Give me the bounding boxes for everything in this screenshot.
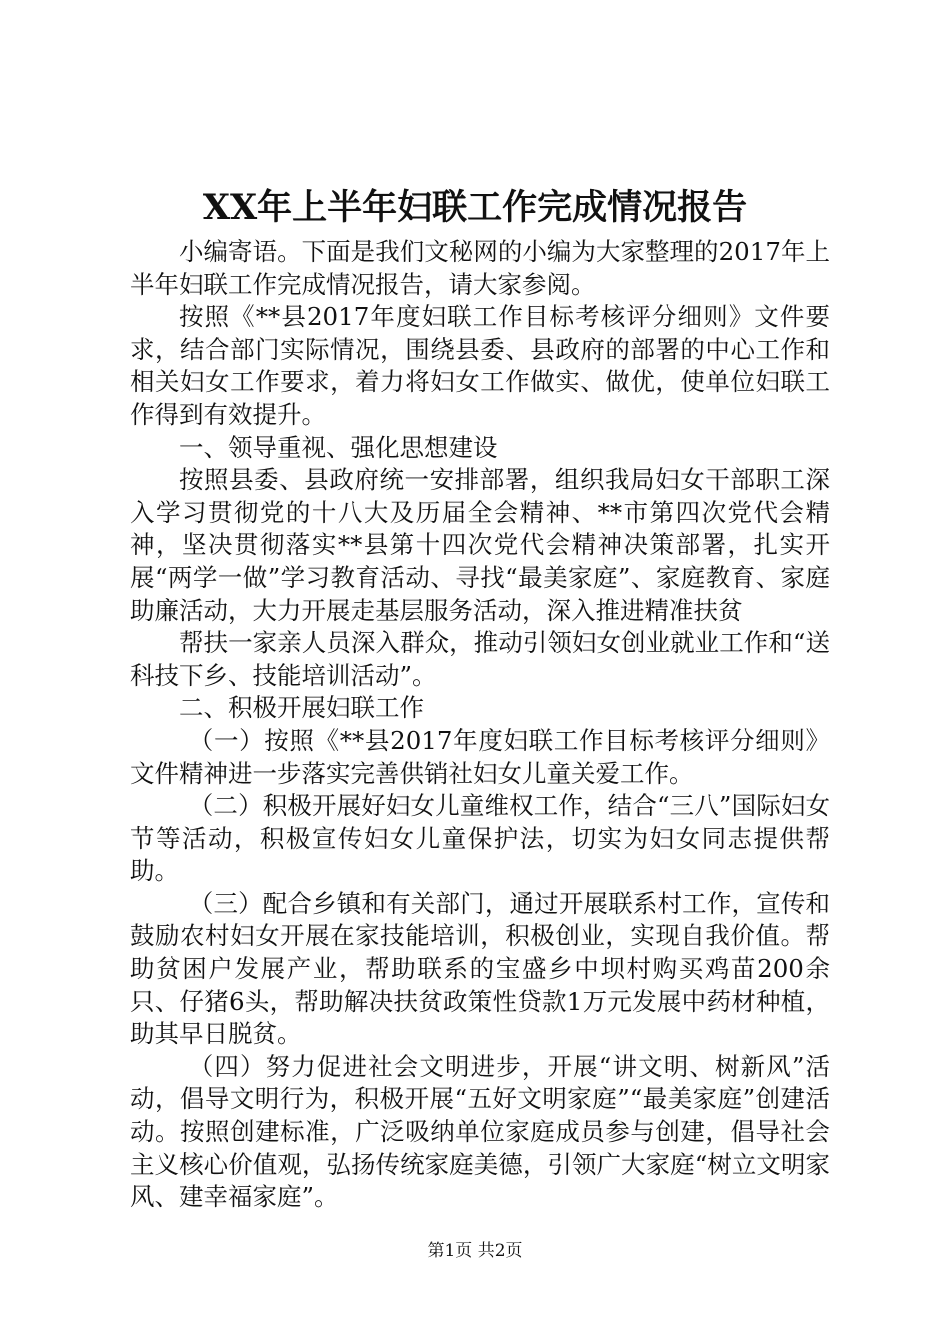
paragraph-item-3: （三）配合乡镇和有关部门，通过开展联系村工作，宣传和鼓励农村妇女开展在家技能培训，积极创业，实现自我价值。帮助贫困户发展产业，帮助联系的宝盛乡中坝村购买鸡苗200余只、仔猪6头，帮助解决扶贫政策性贷款1万元发展中药材种植，助其早日脱贫。 [130,888,830,1049]
paragraph-item-4: （四）努力促进社会文明进步，开展“讲文明、树新风”活动，倡导文明行为，积极开展“五好文明家庭”“最美家庭”创建活动。按照创建标准，广泛吸纳单位家庭成员参与创建，倡导社会主义核心价值观，弘扬传统家庭美德，引领广大家庭“树立文明家风、建幸福家庭”。 [130,1051,830,1212]
page-indicator: 第1页 共2页 [427,1241,523,1261]
paragraph-item-2: （二）积极开展好妇女儿童维权工作，结合“三八”国际妇女节等活动，积极宣传妇女儿童保护法，切实为妇女同志提供帮助。 [130,791,830,886]
paragraph-assistance: 帮扶一家亲人员深入群众，推动引领妇女创业就业工作和“送科技下乡、技能培训活动”。 [130,628,830,690]
paragraph-intro: 小编寄语。下面是我们文秘网的小编为大家整理的2017年上半年妇联工作完成情况报告，请大家参阅。 [130,237,830,299]
paragraph-leadership: 按照县委、县政府统一安排部署，组织我局妇女干部职工深入学习贯彻党的十八大及历届全会精神、**市第四次党代会精神，坚决贯彻落实**县第十四次党代会精神决策部署，扎实开展“两学一做”学习教育活动、寻找“最美家庭”、家庭教育、家庭助廉活动，大力开展走基层服务活动，深入推进精准扶贫 [130,465,830,625]
document-body [130,236,830,1214]
document-title: XX年上半年妇联工作完成情况报告 [202,187,748,228]
section-heading-2: 二、积极开展妇联工作 [179,693,424,723]
paragraph-basis: 按照《**县2017年度妇联工作目标考核评分细则》文件要求，结合部门实际情况，围绕县委、县政府的部署的中心工作和相关妇女工作要求，着力将妇女工作做实、做优，使单位妇联工作得到有效提升。 [130,302,830,429]
paragraph-item-1: （一）按照《**县2017年度妇联工作目标考核评分细则》文件精神进一步落实完善供销社妇女儿童关爱工作。 [130,725,830,788]
section-heading-1: 一、领导重视、强化思想建设 [179,432,498,462]
